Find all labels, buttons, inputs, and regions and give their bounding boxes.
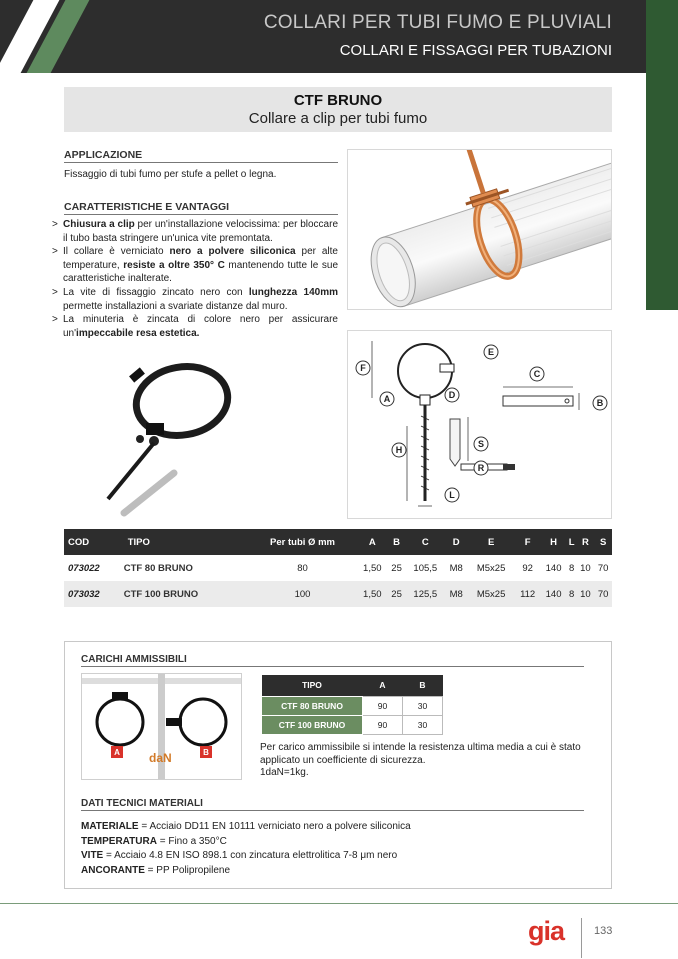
column-header: Per tubi Ø mm [248, 529, 357, 555]
product-code-cell: 073032 [64, 581, 124, 607]
load-type-cell: CTF 100 BRUNO [262, 715, 363, 734]
table-row [64, 581, 612, 607]
side-accent-bar [646, 0, 678, 310]
column-header: B [388, 529, 406, 555]
technical-panel [64, 641, 612, 889]
spec-label: TEMPERATURA [81, 835, 157, 847]
load-value-cell: 90 [363, 696, 403, 715]
gia-logo: gia [528, 916, 565, 946]
feature-item [52, 286, 338, 313]
loads-illustration [81, 673, 242, 780]
feature-item [52, 245, 338, 286]
applicazione-section [64, 149, 338, 181]
product-photo-pipe [347, 149, 612, 310]
product-table [64, 529, 612, 607]
loads-table [261, 675, 443, 735]
technical-diagram [347, 330, 612, 519]
label-e: E [487, 347, 495, 357]
pipe-clamp-illustration [348, 150, 612, 310]
load-a-label: A [114, 748, 120, 757]
clamp-product-photo [94, 351, 242, 521]
label-l: L [449, 490, 455, 500]
feature-text: La vite di fissaggio zincato nero con [63, 286, 249, 298]
table-row [262, 715, 443, 734]
feature-bold-text: lunghezza 140mm [248, 286, 338, 298]
table-cell: 92 [522, 562, 533, 574]
feature-text: Il collare è verniciato [63, 246, 170, 258]
feature-bold-text: impeccabile resa estetica. [76, 327, 200, 339]
feature-bold-text: Chiusura a clip [63, 219, 135, 230]
table-cell: 8 [567, 581, 577, 607]
column-header: TIPO [262, 675, 363, 696]
dati-list [81, 820, 411, 878]
applicazione-heading: APPLICAZIONE [64, 149, 338, 163]
product-name: Collare a clip per tubi fumo [248, 110, 428, 127]
header-title: COLLARI PER TUBI FUMO E PLUVIALI [263, 12, 612, 33]
feature-text: permette installazioni a svariate distanze dal muro. [63, 300, 288, 312]
table-row [64, 555, 612, 581]
feature-text: La minuteria è zincata di colore nero per assicurare un' [63, 314, 338, 339]
table-cell: 25 [388, 581, 406, 607]
column-header: C [405, 529, 445, 555]
spec-label: MATERIALE [81, 821, 139, 832]
label-c: C [533, 369, 541, 379]
label-d: D [448, 390, 456, 400]
table-row [262, 696, 443, 715]
caratteristiche-section [64, 201, 338, 340]
load-value-cell: 30 [403, 696, 443, 715]
spec-line [81, 835, 411, 850]
spec-line [81, 864, 411, 879]
loads-note-line2: 1daN=1kg. [260, 767, 309, 778]
table-cell: 80 [297, 562, 308, 574]
caratteristiche-heading: CARATTERISTICHE E VANTAGGI [64, 201, 338, 215]
dati-heading: DATI TECNICI MATERIALI [81, 798, 584, 811]
feature-item [52, 313, 338, 340]
table-cell: 140 [545, 562, 562, 574]
product-type-cell: CTF 100 BRUNO [124, 581, 249, 607]
table-cell: 125,5 [405, 581, 445, 607]
column-header: B [403, 675, 443, 696]
label-r: R [477, 463, 485, 473]
load-type-cell: CTF 80 BRUNO [262, 696, 363, 715]
label-s: S [477, 439, 485, 449]
loads-note [260, 742, 600, 780]
column-header: L [567, 529, 577, 555]
table-cell: 70 [594, 581, 612, 607]
column-header: R [577, 529, 595, 555]
page-number: 133 [594, 925, 613, 937]
product-code: CTF BRUNO [293, 92, 383, 109]
product-code-cell: 073022 [68, 562, 100, 574]
spec-line [81, 849, 411, 864]
load-b-label: B [203, 748, 209, 757]
load-value-cell: 30 [403, 715, 443, 734]
table-cell: M8 [449, 562, 463, 574]
page-header [0, 0, 678, 73]
table-cell: 25 [391, 562, 402, 574]
feature-item [52, 218, 338, 245]
table-cell: M5x25 [476, 562, 506, 574]
applicazione-text: Fissaggio di tubi fumo per stufe a pellet o legna. [64, 169, 277, 180]
feature-bold-text: resiste a oltre 350° C [123, 259, 225, 271]
spec-value: = PP Polipropilene [144, 864, 231, 876]
column-header: A [363, 675, 403, 696]
table-cell: 112 [515, 581, 540, 607]
column-header: TIPO [124, 529, 249, 555]
footer-separator [581, 918, 582, 958]
table-cell: 100 [248, 581, 357, 607]
table-cell: 1,50 [357, 581, 388, 607]
label-a: A [383, 394, 391, 404]
column-header: A [357, 529, 388, 555]
feature-text: mantenendo tutte le sue caratteristiche inalterate. [63, 259, 339, 285]
column-header: H [540, 529, 567, 555]
product-type-cell: CTF 80 BRUNO [123, 562, 193, 574]
table-cell: 8 [569, 562, 575, 574]
label-b: B [596, 398, 604, 408]
spec-label: ANCORANTE [81, 864, 145, 876]
feature-text: per un'installazione velocissima: per bloccare il tubo basta stringere un'unica vite premontata. [63, 219, 339, 244]
table-cell: 70 [597, 562, 609, 574]
feature-bold-text: nero a polvere siliconica [169, 246, 296, 258]
column-header: E [467, 529, 515, 555]
loads-note-line1: Per carico ammissibile si intende la resistenza ultima media a cui è stato applicato un coefficiente di sicurezza. [260, 742, 581, 766]
caratteristiche-list [52, 218, 338, 340]
table-cell: 1,50 [363, 562, 382, 574]
spec-line [81, 820, 411, 835]
header-subtitle: COLLARI E FISSAGGI PER TUBAZIONI [339, 42, 612, 59]
column-header: S [594, 529, 612, 555]
label-h: H [395, 445, 403, 455]
feature-text: per alte temperature, [63, 246, 338, 271]
carichi-heading: CARICHI AMMISSIBILI [81, 654, 584, 667]
column-header: COD [64, 529, 124, 555]
table-cell: M8 [445, 581, 467, 607]
footer-divider [0, 903, 678, 904]
table-cell: 140 [540, 581, 567, 607]
table-cell: 105,5 [413, 562, 438, 574]
spec-label: VITE [81, 850, 104, 862]
product-title-box [64, 87, 612, 132]
column-header: D [445, 529, 467, 555]
load-value-cell: 90 [363, 715, 403, 734]
spec-value: = Fino a 350°C [156, 835, 227, 847]
table-cell: 10 [580, 562, 591, 574]
label-f: F [360, 363, 366, 373]
table-cell: 10 [577, 581, 595, 607]
table-cell: M5x25 [467, 581, 515, 607]
spec-value: = Acciaio 4.8 EN ISO 898.1 con zincatura elettrolitica 7-8 μm nero [103, 850, 398, 862]
spec-value: = Acciaio DD11 EN 10111 verniciato nero a polvere siliconica [138, 821, 411, 832]
column-header: F [515, 529, 540, 555]
dan-label: daN [149, 751, 172, 765]
